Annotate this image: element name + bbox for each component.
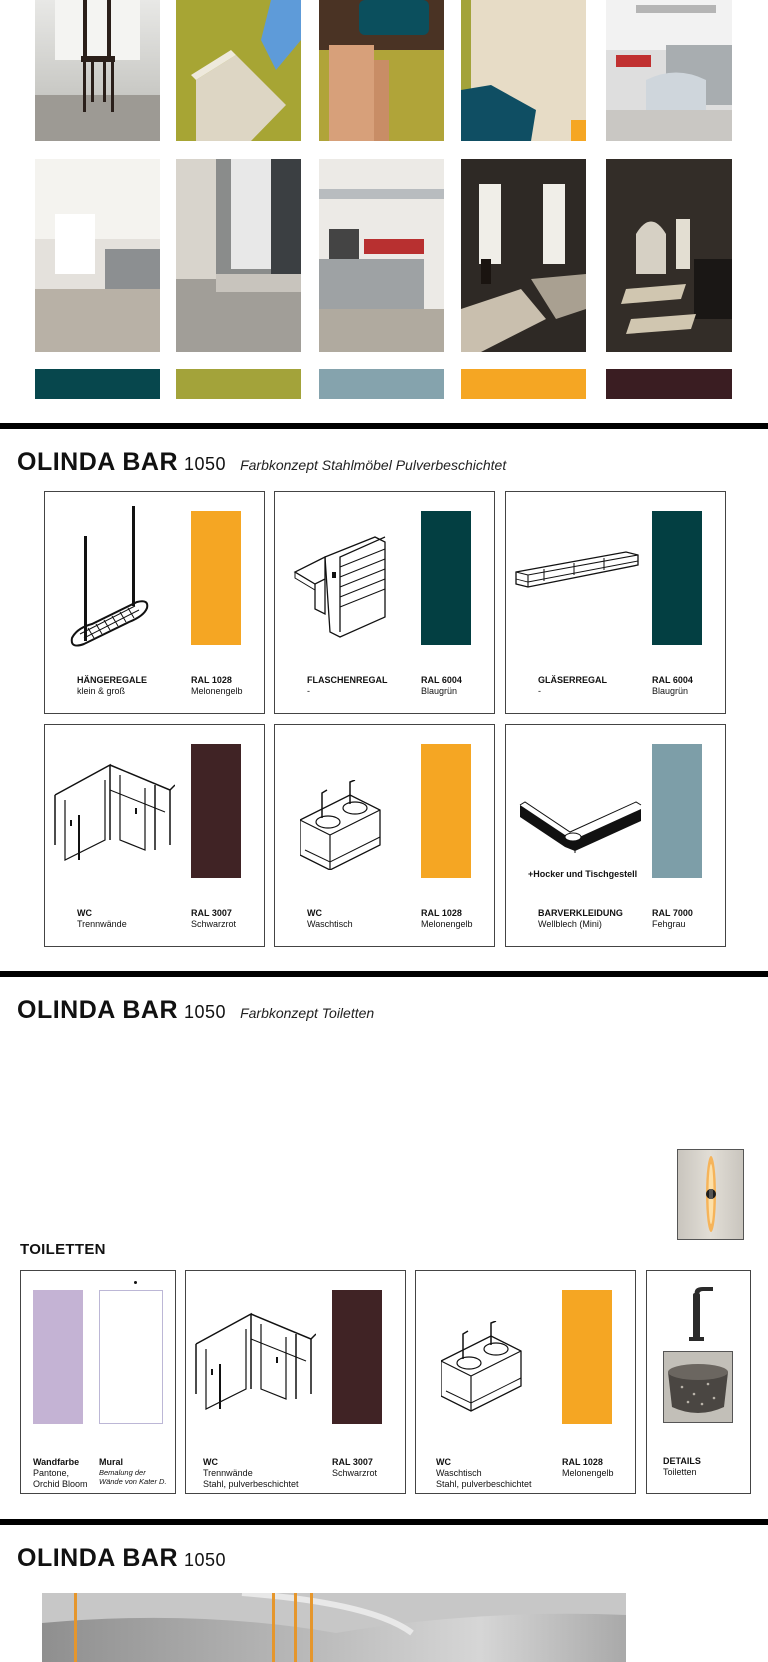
card-item-label bbox=[77, 675, 147, 697]
section-title bbox=[17, 996, 374, 1025]
mural-dot bbox=[134, 1281, 137, 1284]
lamp-icon bbox=[678, 1150, 743, 1239]
card-item-label bbox=[77, 908, 127, 930]
card-swatch bbox=[652, 511, 702, 645]
card-toilet-trennwaende bbox=[185, 1270, 406, 1494]
chair-illustration bbox=[35, 0, 160, 141]
ral-name: Blaugrün bbox=[652, 686, 689, 696]
photo-chair bbox=[35, 0, 160, 141]
card-ral-label bbox=[191, 675, 243, 697]
card-ral-label bbox=[652, 675, 693, 697]
card-ral-label bbox=[421, 908, 473, 930]
bar-cladding-drawing bbox=[518, 795, 643, 855]
title-number: 1050 bbox=[184, 454, 227, 474]
card-swatch bbox=[191, 511, 241, 645]
item-desc: - bbox=[538, 686, 541, 696]
title-subtitle: Farbkonzept Toiletten bbox=[240, 1005, 375, 1021]
item-name: GLÄSERREGAL bbox=[538, 675, 608, 685]
bottle-shelf-drawing bbox=[290, 532, 390, 642]
mood-swatch-4 bbox=[461, 369, 586, 399]
plywood-illustration bbox=[461, 0, 586, 141]
ral-code: RAL 1028 bbox=[421, 908, 462, 918]
felt-illustration bbox=[176, 0, 301, 141]
card-item-label bbox=[538, 908, 623, 930]
ral-code: RAL 3007 bbox=[191, 908, 232, 918]
photo-arched-room bbox=[606, 159, 732, 352]
photo-plywood bbox=[461, 0, 586, 141]
card-ral-label bbox=[191, 908, 236, 930]
card-item-label bbox=[307, 675, 388, 697]
ral-name: Blaugrün bbox=[421, 686, 458, 696]
partition-drawing bbox=[50, 760, 175, 870]
title-text: OLINDA BAR bbox=[17, 448, 179, 476]
mood-swatch-5 bbox=[606, 369, 732, 399]
render-image bbox=[42, 1593, 626, 1662]
card-wc-waschtisch bbox=[274, 724, 495, 947]
card-barverkleidung bbox=[505, 724, 726, 947]
render-illustration bbox=[42, 1593, 626, 1662]
card-swatch bbox=[191, 744, 241, 878]
counter-illustration bbox=[319, 159, 444, 352]
item-name: BARVERKLEIDUNG bbox=[538, 908, 623, 918]
partition-drawing bbox=[191, 1309, 316, 1419]
item-desc: Waschtisch bbox=[307, 919, 353, 929]
item-desc: Trennwände bbox=[77, 919, 127, 929]
card-wandfarbe-mural bbox=[20, 1270, 176, 1494]
card-swatch bbox=[421, 511, 471, 645]
section-title bbox=[17, 448, 506, 477]
photo-room-empty bbox=[35, 159, 160, 352]
title-text: OLINDA BAR bbox=[17, 996, 179, 1024]
arched-illustration bbox=[606, 159, 732, 352]
card-swatch bbox=[652, 744, 702, 878]
ral-code: RAL 1028 bbox=[191, 675, 232, 685]
photo-wood-samples bbox=[319, 0, 444, 141]
room-illustration bbox=[35, 159, 160, 352]
card-details bbox=[646, 1270, 751, 1494]
section-title bbox=[17, 1544, 226, 1573]
section-divider bbox=[0, 971, 768, 977]
kitchen-illustration bbox=[606, 0, 732, 141]
item-label: WC Trennwände Stahl, pulverbeschichtet bbox=[203, 1457, 299, 1489]
trennwand-swatch bbox=[332, 1290, 382, 1424]
item-desc: klein & groß bbox=[77, 686, 126, 696]
wandfarbe-label: Wandfarbe Pantone, Orchid Bloom bbox=[33, 1457, 88, 1489]
title-text: OLINDA BAR bbox=[17, 1544, 179, 1572]
ral-code: RAL 6004 bbox=[421, 675, 462, 685]
card-haengeregale bbox=[44, 491, 265, 714]
item-name: HÄNGEREGALE bbox=[77, 675, 148, 685]
wood-illustration bbox=[319, 0, 444, 141]
stone-basin-image bbox=[663, 1351, 733, 1423]
ral-code: RAL 6004 bbox=[652, 675, 693, 685]
section-divider bbox=[0, 1519, 768, 1525]
washbasin-drawing bbox=[441, 1321, 531, 1416]
item-name: FLASCHENREGAL bbox=[307, 675, 388, 685]
photo-column-entrance bbox=[176, 159, 301, 352]
ral-name: Melonengelb bbox=[191, 686, 243, 696]
mural-swatch bbox=[99, 1290, 163, 1424]
hanging-shelf-drawing bbox=[70, 506, 150, 651]
item-desc: - bbox=[307, 686, 310, 696]
card-ral-label bbox=[652, 908, 693, 930]
ral-name: Fehgrau bbox=[652, 919, 686, 929]
ral-code: RAL 7000 bbox=[652, 908, 693, 918]
photo-sunlit-room bbox=[461, 159, 586, 352]
lamp-image bbox=[677, 1149, 744, 1240]
ral-label: RAL 3007 Schwarzrot bbox=[332, 1457, 378, 1478]
item-name: WC bbox=[77, 908, 92, 918]
ral-name: Schwarzrot bbox=[191, 919, 237, 929]
toiletten-heading: TOILETTEN bbox=[20, 1241, 106, 1258]
card-wc-trennwaende bbox=[44, 724, 265, 947]
ral-name: Melonengelb bbox=[421, 919, 473, 929]
item-desc: Wellblech (Mini) bbox=[538, 919, 602, 929]
section-divider bbox=[0, 423, 768, 429]
basin-icon bbox=[664, 1352, 732, 1422]
photo-bar-counter bbox=[319, 159, 444, 352]
title-number: 1050 bbox=[184, 1550, 227, 1570]
title-subtitle: Farbkonzept Stahlmöbel Pulverbeschichtet bbox=[240, 457, 507, 473]
card-glaeserregal bbox=[505, 491, 726, 714]
column-illustration bbox=[176, 159, 301, 352]
wandfarbe-swatch bbox=[33, 1290, 83, 1424]
ral-label: RAL 1028 Melonengelb bbox=[562, 1457, 614, 1478]
mood-swatch-1 bbox=[35, 369, 160, 399]
sunlit-illustration bbox=[461, 159, 586, 352]
details-label: DETAILS Toiletten bbox=[663, 1456, 701, 1477]
washbasin-drawing bbox=[300, 780, 390, 870]
faucet-icon bbox=[677, 1283, 717, 1343]
card-toilet-waschtisch bbox=[415, 1270, 636, 1494]
item-name: WC bbox=[307, 908, 322, 918]
waschtisch-swatch bbox=[562, 1290, 612, 1424]
card-flaschenregal bbox=[274, 491, 495, 714]
mural-label: Mural Bemalung der Wände von Kater D. bbox=[99, 1457, 167, 1486]
mood-swatch-3 bbox=[319, 369, 444, 399]
title-number: 1050 bbox=[184, 1002, 227, 1022]
card-note: +Hocker und Tischgestell bbox=[528, 869, 638, 879]
card-item-label bbox=[307, 908, 353, 930]
card-swatch bbox=[421, 744, 471, 878]
item-label: WC Waschtisch Stahl, pulverbeschichtet bbox=[436, 1457, 532, 1489]
photo-kitchen-steel bbox=[606, 0, 732, 141]
card-ral-label bbox=[421, 675, 462, 697]
glass-shelf-drawing bbox=[514, 547, 639, 597]
photo-felt-samples bbox=[176, 0, 301, 141]
mood-swatch-2 bbox=[176, 369, 301, 399]
card-item-label bbox=[538, 675, 607, 697]
